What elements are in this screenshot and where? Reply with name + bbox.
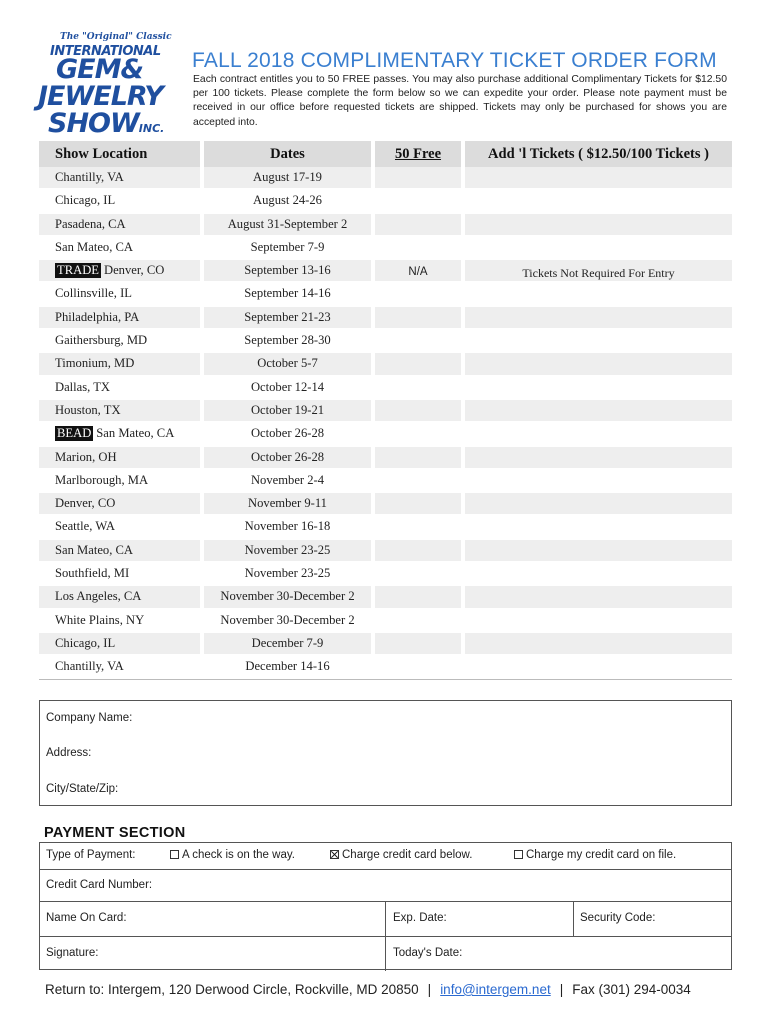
name-on-card-field[interactable]: Name On Card: [46,912,127,924]
table-row [39,236,732,259]
additional-tickets-input[interactable] [465,586,732,607]
additional-tickets-input[interactable] [465,610,732,631]
additional-tickets-input[interactable] [465,493,732,514]
show-location-text: Pasadena, CA [55,216,126,231]
show-type-badge: BEAD [57,426,92,441]
free-tickets-input[interactable] [375,330,461,351]
header-dates: Dates [204,141,371,167]
show-location-cell [39,493,200,514]
company-name-field[interactable]: Company Name: [46,712,133,724]
show-dates-cell: November 30-December 2 [204,586,371,607]
free-tickets-input[interactable] [375,563,461,584]
show-dates-cell: October 5-7 [204,353,371,374]
free-tickets-input[interactable] [375,470,461,491]
payment-type-label: Type of Payment: [46,849,136,861]
table-row [39,469,732,492]
additional-tickets-input[interactable] [465,400,732,421]
show-location-cell [39,214,200,235]
show-location-cell [39,563,200,584]
show-location-text: Chicago, IL [55,635,116,650]
additional-tickets-input[interactable] [465,423,732,444]
footer-separator: | [559,982,564,997]
additional-tickets-input[interactable] [465,167,732,188]
show-location-text: Chantilly, VA [55,659,124,674]
free-tickets-input[interactable] [375,237,461,258]
payment-divider [40,869,731,870]
free-tickets-input[interactable] [375,610,461,631]
table-row [39,376,732,399]
show-location-text: Los Angeles, CA [55,589,142,604]
page-title: FALL 2018 COMPLIMENTARY TICKET ORDER FORM [192,49,717,72]
show-location-cell [39,377,200,398]
show-location-cell [39,330,200,351]
header-additional-tickets: Add 'l Tickets ( $12.50/100 Tickets ) [465,141,732,167]
free-tickets-input[interactable] [375,447,461,468]
show-location-text: Marion, OH [55,449,117,464]
show-location-text: Dallas, TX [55,379,111,394]
show-dates-cell: October 12-14 [204,377,371,398]
show-location-cell [39,237,200,258]
free-tickets-input[interactable] [375,307,461,328]
table-row [39,189,732,212]
table-bottom-rule [39,679,732,680]
free-tickets-input[interactable] [375,353,461,374]
show-dates-cell: August 24-26 [204,190,371,211]
table-row [39,282,732,305]
trade-free-na: N/A [408,266,428,278]
payment-box [39,842,732,970]
show-location-text: Chantilly, VA [55,170,124,184]
checkbox-charge-on-file[interactable] [514,850,523,859]
table-row [39,562,732,585]
show-location-text: San Mateo, CA [55,542,134,557]
additional-tickets-input[interactable] [465,353,732,374]
show-location-cell [39,586,200,607]
table-row [39,492,732,515]
show-location-text: Chicago, IL [55,193,116,208]
logo-line-show-text: SHOW [48,108,139,139]
free-tickets-input[interactable] [375,283,461,304]
show-location-text: San Mateo, CA [96,426,175,441]
table-row [39,515,732,538]
logo-line-international: INTERNATIONAL [50,44,161,59]
show-dates-cell: November 9-11 [204,493,371,514]
todays-date-field[interactable]: Today's Date: [393,947,463,959]
additional-tickets-input[interactable] [465,563,732,584]
additional-tickets-input[interactable] [465,237,732,258]
show-dates-cell: October 26-28 [204,423,371,444]
payment-section-title: PAYMENT SECTION [44,825,186,841]
show-dates-cell: September 28-30 [204,330,371,351]
show-dates-cell: October 26-28 [204,447,371,468]
show-location-cell [39,307,200,328]
show-dates-cell: September 14-16 [204,283,371,304]
free-tickets-input[interactable] [375,167,461,188]
show-location-text: White Plains, NY [55,612,145,627]
table-row [39,539,732,562]
footer-separator: | [427,982,432,997]
show-dates-cell: November 30-December 2 [204,610,371,631]
additional-tickets-input[interactable] [465,377,732,398]
option-charge-below-label: Charge credit card below. [342,849,473,861]
show-type-badge: TRADE [57,263,99,278]
show-dates-cell: August 17-19 [204,167,371,188]
show-location-cell [39,516,200,537]
show-dates-cell: December 14-16 [204,656,371,677]
intro-paragraph: Each contract entitles you to 50 FREE passes. You may also purchase additional Complimentary Tickets for $12.50 per 100 tickets. Please complete the form below so we can expedite your order. Please note payment must be received in our office before requested tickets are shipped. Tickets may only be purchased for shows you are accepted into. [193,74,727,128]
table-row [39,632,732,655]
security-code-field[interactable]: Security Code: [580,912,656,924]
free-tickets-input[interactable] [375,656,461,677]
footer-return-info [45,982,691,997]
header-50-free-text: 50 Free [394,146,442,162]
footer-fax: Fax (301) 294-0034 [572,982,691,997]
show-dates-cell: November 2-4 [204,470,371,491]
show-dates-cell: August 31-September 2 [204,214,371,235]
address-field[interactable]: Address: [46,747,92,759]
show-dates-cell: November 16-18 [204,516,371,537]
show-location-text: Timonium, MD [55,356,135,371]
signature-field[interactable]: Signature: [46,947,99,959]
table-row [39,329,732,352]
additional-tickets-input[interactable] [465,540,732,561]
show-location-cell [39,540,200,561]
table-row [39,166,732,189]
free-tickets-input[interactable] [375,540,461,561]
show-location-cell [39,447,200,468]
logo-line-show [48,110,164,142]
table-row [39,306,732,329]
additional-tickets-input[interactable] [465,516,732,537]
free-tickets-input[interactable] [375,190,461,211]
table-row [39,422,732,445]
additional-tickets-input[interactable] [465,656,732,677]
option-charge-on-file[interactable] [514,849,676,861]
additional-tickets-input[interactable] [465,283,732,304]
show-location-text: San Mateo, CA [55,239,134,254]
show-location-cell [39,260,200,281]
additional-tickets-input[interactable] [465,470,732,491]
checkbox-check-on-way[interactable] [170,850,179,859]
show-location-text: Houston, TX [55,402,121,417]
table-row [39,446,732,469]
show-location-text: Seattle, WA [55,519,115,534]
option-check-on-way[interactable] [170,849,295,861]
additional-tickets-input[interactable] [465,190,732,211]
show-logo [38,32,188,140]
show-location-cell [39,470,200,491]
header-50-free [375,141,461,167]
logo-line-jewelry: JEWELRY [38,81,163,112]
ticket-rows [39,166,732,679]
trade-additional-note: Tickets Not Required For Entry [522,266,675,280]
free-tickets-input[interactable] [375,586,461,607]
checkbox-charge-below[interactable] [330,850,339,859]
logo-line-inc: INC. [138,122,165,135]
table-row [39,655,732,678]
free-tickets-input[interactable] [375,423,461,444]
free-tickets-input[interactable] [375,400,461,421]
show-location-text: Southfield, MI [55,566,130,581]
show-location-cell [39,400,200,421]
free-tickets-input[interactable] [375,516,461,537]
free-tickets-input[interactable] [375,377,461,398]
show-location-cell [39,190,200,211]
option-check-label: A check is on the way. [182,849,295,861]
show-dates-cell: September 13-16 [204,260,371,281]
show-dates-cell: September 21-23 [204,307,371,328]
show-location-text: Denver, CO [103,263,165,278]
show-location-text: Gaithersburg, MD [55,333,148,348]
additional-tickets-input[interactable] [465,447,732,468]
table-row [39,213,732,236]
credit-card-number-field[interactable]: Credit Card Number: [46,879,153,891]
footer-email-link[interactable]: info@intergem.net [440,982,551,997]
show-dates-cell: October 19-21 [204,400,371,421]
table-row [39,399,732,422]
additional-tickets-input[interactable] [465,633,732,654]
show-location-text: Denver, CO [55,496,116,511]
payment-divider-vertical [385,901,386,971]
show-location-cell [39,353,200,374]
show-location-cell [39,167,200,188]
show-dates-cell: November 23-25 [204,563,371,584]
payment-divider-vertical [573,901,574,936]
free-tickets-input[interactable] [375,493,461,514]
free-tickets-input[interactable] [375,633,461,654]
show-location-text: Marlborough, MA [55,472,149,487]
show-location-text: Collinsville, IL [55,286,132,301]
additional-tickets-input[interactable] [465,307,732,328]
show-dates-cell: September 7-9 [204,237,371,258]
show-location-cell [39,633,200,654]
show-dates-cell: November 23-25 [204,540,371,561]
show-location-cell [39,656,200,677]
exp-date-field[interactable]: Exp. Date: [393,912,447,924]
table-row [39,585,732,608]
show-location-text: Philadelphia, PA [55,309,140,324]
footer-return-address: Return to: Intergem, 120 Derwood Circle, Rockville, MD 20850 [45,982,419,997]
option-charge-file-label: Charge my credit card on file. [526,849,677,861]
city-state-zip-field[interactable]: City/State/Zip: [46,783,119,795]
table-row [39,609,732,632]
logo-tagline: The "Original" Classic [60,32,172,42]
additional-tickets-input[interactable] [465,214,732,235]
free-tickets-input[interactable] [375,214,461,235]
option-charge-below[interactable] [330,849,472,861]
show-location-cell [39,610,200,631]
table-row [39,352,732,375]
company-info-box [39,700,732,806]
show-dates-cell: December 7-9 [204,633,371,654]
show-location-cell [39,423,200,444]
header-show-location: Show Location [39,141,200,167]
show-location-cell [39,283,200,304]
logo-line-gem: GEM& [56,54,144,85]
additional-tickets-input[interactable] [465,330,732,351]
